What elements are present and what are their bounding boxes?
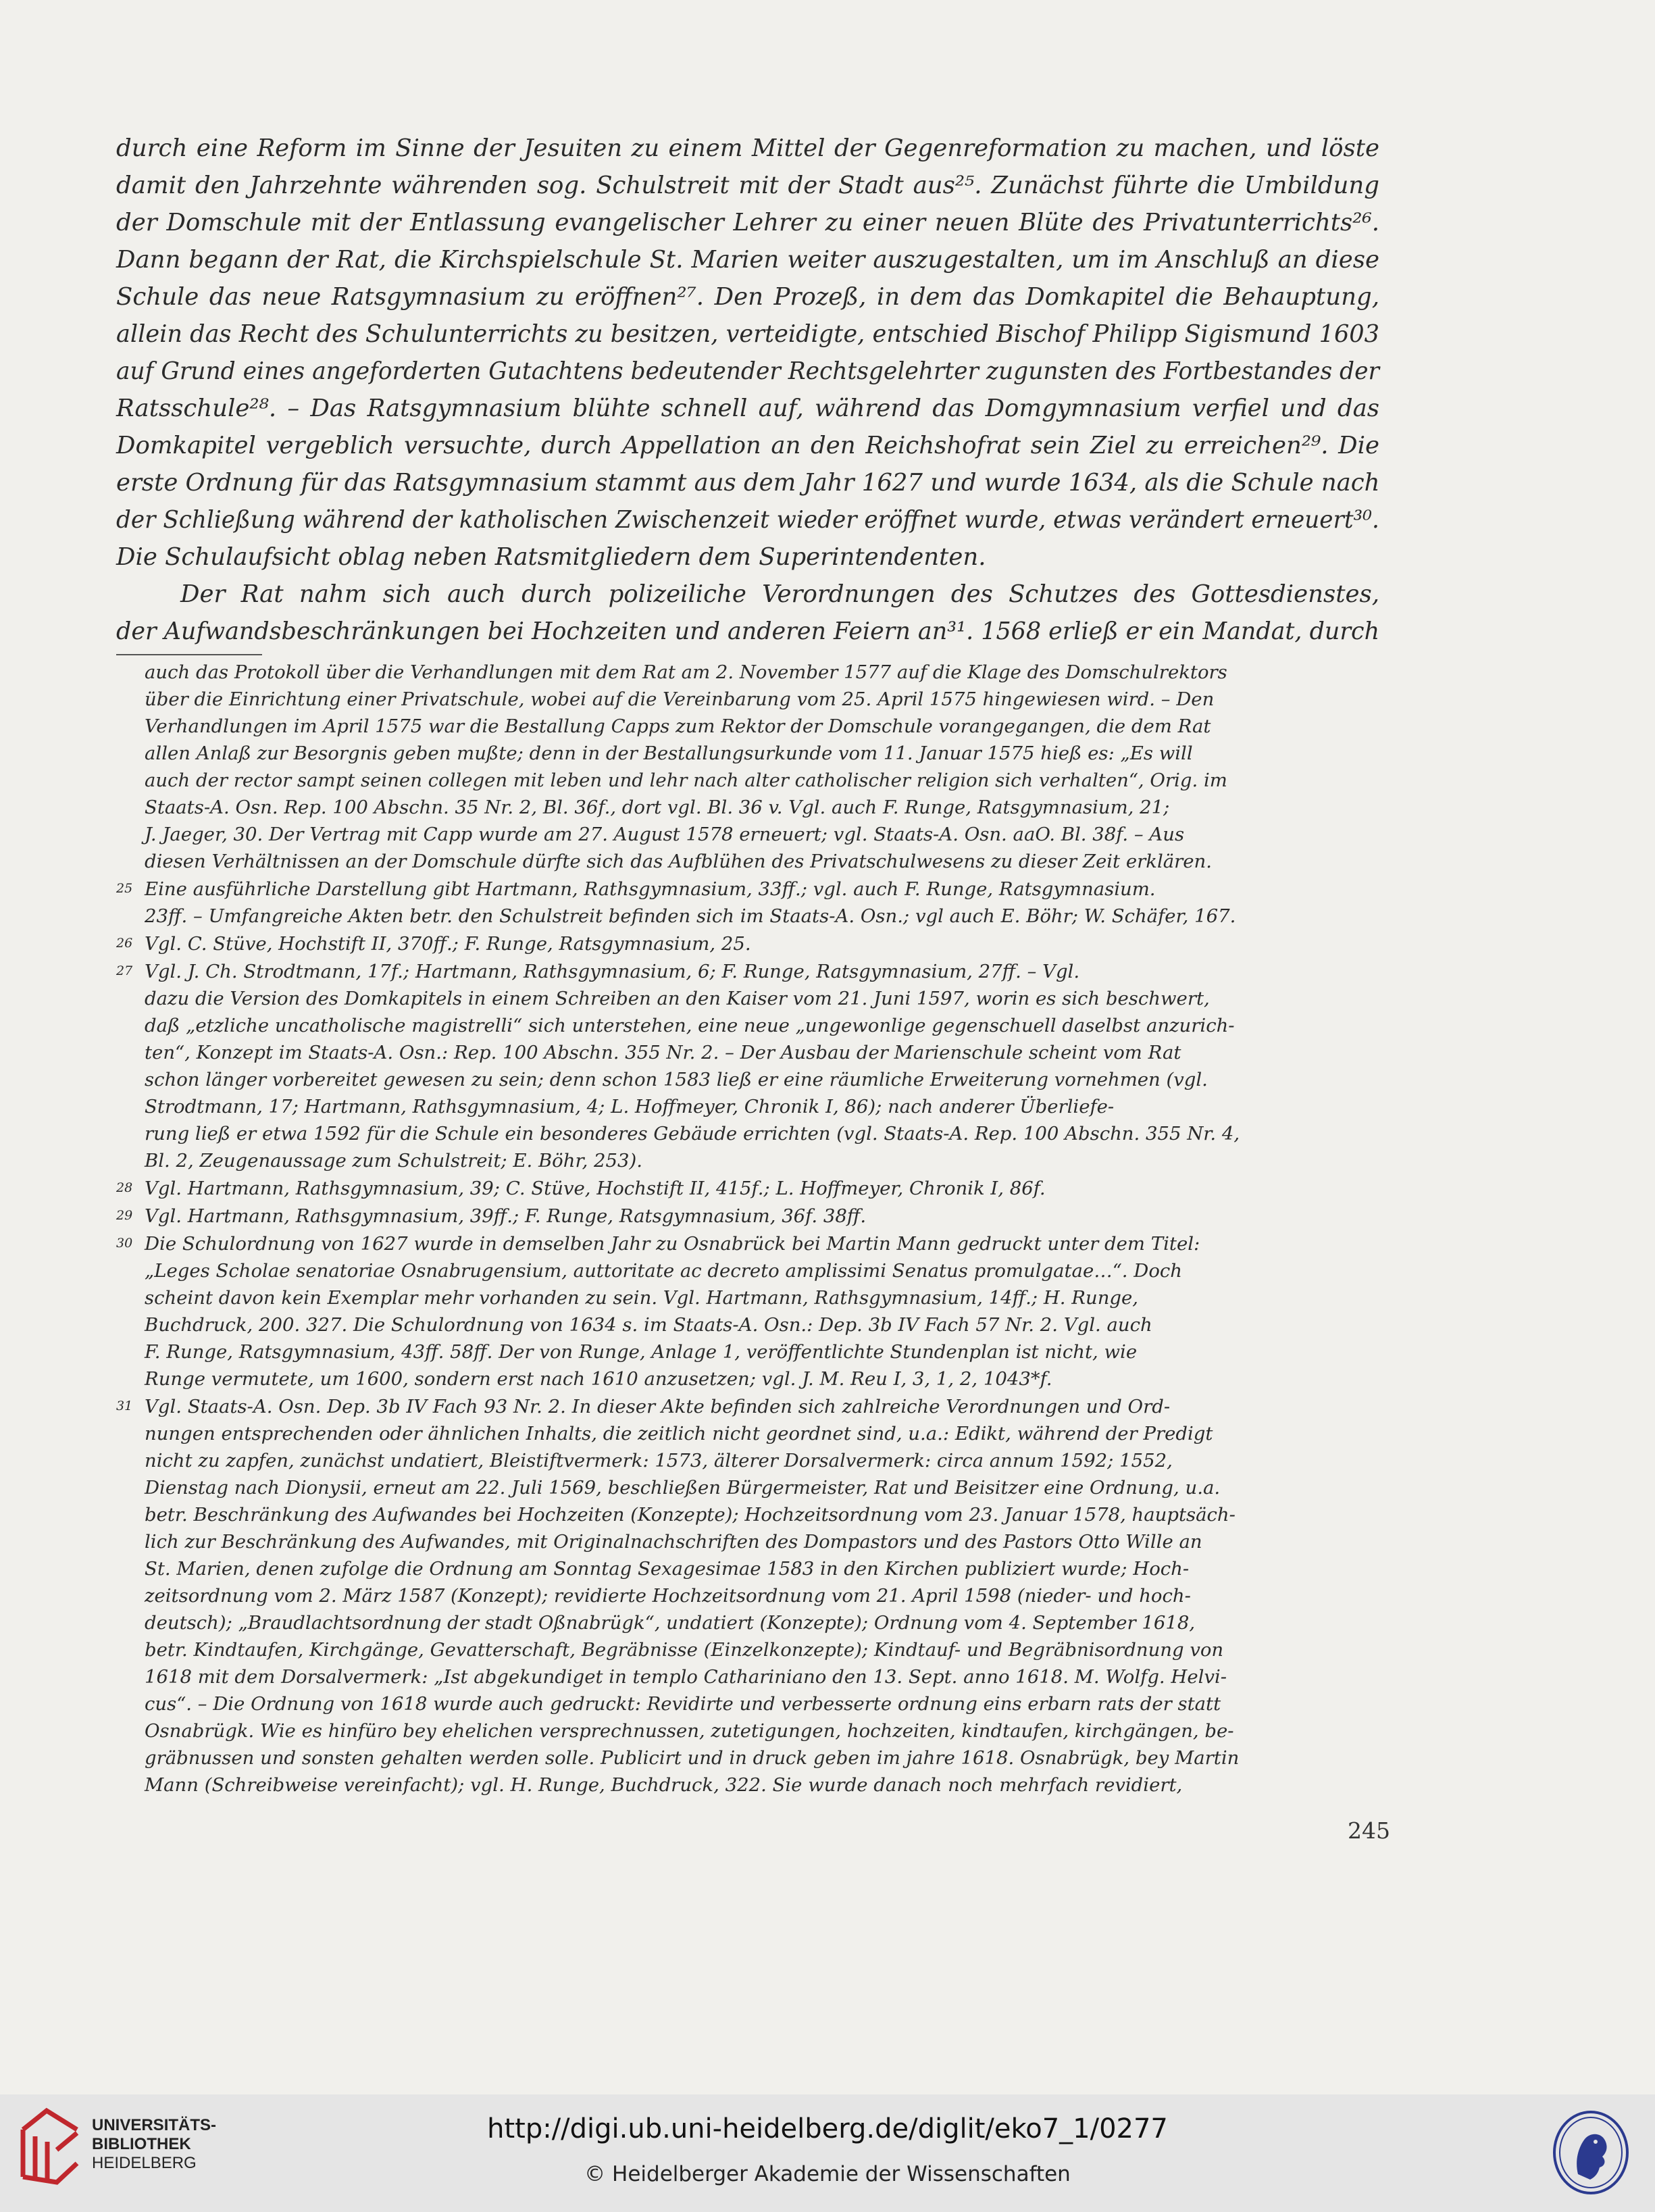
footnote-line bbox=[116, 1420, 1393, 1447]
footnote-line bbox=[116, 903, 1393, 930]
footnote-text: Vgl. Hartmann, Rathsgymnasium, 39; C. Stüve, Hochstift II, 415f.; L. Hoffmeyer, Chronik I, 86f. bbox=[145, 1178, 1046, 1199]
footnote-text: ten“, Konzept im Staats-A. Osn.: Rep. 100 Abschn. 355 Nr. 2. – Der Ausbau der Marienschule scheint vom Rat bbox=[145, 1042, 1181, 1063]
page-number: 245 bbox=[1348, 1817, 1390, 1844]
footnote-line bbox=[116, 686, 1393, 713]
footnote-line bbox=[116, 1120, 1393, 1147]
footnotes bbox=[116, 659, 1393, 1799]
footnote-text: schon länger vorbereitet gewesen zu sein; denn schon 1583 ließ er eine räumliche Erweiterung vornehmen (vgl. bbox=[145, 1069, 1208, 1090]
body-line: der Aufwandsbeschränkungen bei Hochzeiten und anderen Feiern an³¹. 1568 erließ er ein Mandat, durch bbox=[116, 618, 1380, 645]
footnote-text: Mann (Schreibweise vereinfacht); vgl. H. Runge, Buchdruck, 322. Sie wurde danach noch mehrfach revidiert, bbox=[145, 1774, 1183, 1796]
footnote-line bbox=[116, 1447, 1393, 1474]
institution-line: BIBLIOTHEK bbox=[92, 2135, 191, 2153]
footnote-text: scheint davon kein Exemplar mehr vorhanden zu sein. Vgl. Hartmann, Rathsgymnasium, 14ff.; H. Runge, bbox=[145, 1287, 1139, 1309]
footnote-text: Vgl. C. Stüve, Hochstift II, 370ff.; F. Runge, Ratsgymnasium, 25. bbox=[145, 933, 751, 955]
footnote-number: 29 bbox=[116, 1208, 133, 1223]
footnote-number: 30 bbox=[116, 1236, 133, 1251]
footnote-text: Vgl. Hartmann, Rathsgymnasium, 39ff.; F. Runge, Ratsgymnasium, 36f. 38ff. bbox=[145, 1205, 867, 1227]
body-line: damit den Jahrzehnte währenden sog. Schulstreit mit der Stadt aus²⁵. Zunächst führte die Umbildung bbox=[116, 172, 1379, 199]
footnote-line bbox=[116, 985, 1393, 1012]
body-line: erste Ordnung für das Ratsgymnasium stammt aus dem Jahr 1627 und wurde 1634, als die Schule nach bbox=[116, 469, 1380, 497]
footnote-text: nicht zu zapfen, zunächst undatiert, Bleistiftvermerk: 1573, älterer Dorsalvermerk: circa annum 1592; 1552, bbox=[145, 1450, 1173, 1472]
body-line: Schule das neue Ratsgymnasium zu eröffnen²⁷. Den Prozeß, in dem das Domkapitel die Behauptung, bbox=[116, 283, 1379, 311]
footnote-line bbox=[116, 1093, 1393, 1120]
footnote-line bbox=[116, 1555, 1393, 1582]
footnote-text: gräbnussen und sonsten gehalten werden solle. Publicirt und in druck geben im jahre 1618. Osnabrügk, bey Martin bbox=[145, 1747, 1240, 1769]
footnote-text: Staats-A. Osn. Rep. 100 Abschn. 35 Nr. 2, Bl. 36f., dort vgl. Bl. 36 v. Vgl. auch F. Runge, Ratsgymnasium, 21; bbox=[145, 797, 1170, 818]
footnote-line bbox=[116, 1744, 1393, 1771]
body-line: allein das Recht des Schulunterrichts zu besitzen, verteidigte, entschied Bischof Philipp Sigismund 1603 bbox=[116, 320, 1379, 348]
body-text bbox=[116, 130, 1379, 650]
footnote-number: 27 bbox=[116, 963, 133, 978]
institution-line: HEIDELBERG bbox=[92, 2154, 197, 2172]
footnote-text: auch das Protokoll über die Verhandlungen mit dem Rat am 2. November 1577 auf die Klage des Domschulrektors bbox=[145, 661, 1227, 683]
footnote-line bbox=[116, 1528, 1393, 1555]
footnote-line bbox=[116, 794, 1393, 821]
footnote-text: J. Jaeger, 30. Der Vertrag mit Capp wurde am 27. August 1578 erneuert; vgl. Staats-A. Osn. aaO. Bl. 38f. – Aus bbox=[145, 824, 1185, 845]
footnote-text: F. Runge, Ratsgymnasium, 43ff. 58ff. Der von Runge, Anlage 1, veröffentlichte Stundenplan ist nicht, wie bbox=[145, 1341, 1138, 1363]
body-line: Der Rat nahm sich auch durch polizeiliche Verordnungen des Schutzes des Gottesdienstes, bbox=[180, 580, 1379, 608]
body-line: Ratsschule²⁸. – Das Ratsgymnasium blühte schnell auf, während das Domgymnasium verfiel und das bbox=[116, 395, 1379, 422]
footnote-text: lich zur Beschränkung des Aufwandes, mit Originalnachschriften des Dompastors und des Pastors Otto Wille an bbox=[145, 1531, 1202, 1553]
footnote-line bbox=[116, 1771, 1393, 1799]
footnote-text: Die Schulordnung von 1627 wurde in demselben Jahr zu Osnabrück bei Martin Mann gedruckt unter dem Titel: bbox=[145, 1233, 1200, 1255]
footnote-line bbox=[116, 1690, 1393, 1717]
footnote-line bbox=[116, 1039, 1393, 1066]
footnote-line bbox=[116, 821, 1393, 848]
footnote-text: „Leges Scholae senatoriae Osnabrugensium, auttoritate ac decreto amplissimi Senatus promulgatae…“. Doch bbox=[145, 1260, 1182, 1282]
footnote-line bbox=[116, 713, 1393, 740]
permalink-url[interactable]: http://digi.ub.uni-heidelberg.de/diglit/eko7_1/0277 bbox=[487, 2113, 1168, 2144]
footnote-line bbox=[116, 767, 1393, 794]
footnote-text: 1618 mit dem Dorsalvermerk: „Ist abgekundiget in templo Cathariniano den 13. Sept. anno 1618. M. Wolfg. Helvi- bbox=[145, 1666, 1227, 1688]
footnote-line bbox=[116, 1392, 1393, 1420]
footnote-line bbox=[116, 1284, 1393, 1311]
footnote-text: Verhandlungen im April 1575 war die Bestallung Capps zum Rektor der Domschule vorangegangen, die dem Rat bbox=[145, 715, 1211, 737]
footnote-line bbox=[116, 1338, 1393, 1365]
body-line: durch eine Reform im Sinne der Jesuiten zu einem Mittel der Gegenreformation zu machen, und löste bbox=[116, 134, 1379, 162]
body-line: der Schließung während der katholischen Zwischenzeit wieder eröffnet wurde, etwas verändert erneuert³⁰. bbox=[116, 506, 1379, 534]
footnote-number: 28 bbox=[116, 1180, 133, 1195]
footnote-text: Eine ausführliche Darstellung gibt Hartmann, Rathsgymnasium, 33ff.; vgl. auch F. Runge, Ratsgymnasium. bbox=[145, 878, 1156, 900]
footnote-line bbox=[116, 875, 1393, 903]
footnote-text: deutsch); „Braudlachtsordnung der stadt Oßnabrügk“, undatiert (Konzepte); Ordnung vom 4. September 1618, bbox=[145, 1612, 1196, 1634]
footnote-text: dazu die Version des Domkapitels in einem Schreiben an den Kaiser vom 21. Juni 1597, worin es sich beschwert, bbox=[145, 988, 1210, 1009]
footnote-line bbox=[116, 1663, 1393, 1690]
footnote-text: nungen entsprechenden oder ähnlichen Inhalts, die zeitlich nicht geordnet sind, u.a.: Edikt, während der Predigt bbox=[145, 1423, 1213, 1444]
footnote-text: daß „etzliche uncatholische magistrelli“ sich unterstehen, eine neue „ungewonlige gegenschuell daselbst anzurich- bbox=[145, 1015, 1235, 1036]
footnote-line bbox=[116, 1174, 1393, 1202]
footnote-text: allen Anlaß zur Besorgnis geben mußte; denn in der Bestallungsurkunde vom 11. Januar 1575 hieß es: „Es will bbox=[145, 743, 1193, 764]
footnote-line bbox=[116, 1257, 1393, 1284]
footnote-line bbox=[116, 1012, 1393, 1039]
footnote-text: Osnabrügk. Wie es hinfüro bey ehelichen versprechnussen, zutetigungen, hochzeiten, kindtaufen, kirchgängen, be- bbox=[145, 1720, 1234, 1742]
footnote-text: Dienstag nach Dionysii, erneut am 22. Juli 1569, beschließen Bürgermeister, Rat und Beisitzer eine Ordnung, u.a. bbox=[145, 1477, 1221, 1499]
body-line: der Domschule mit der Entlassung evangelischer Lehrer zu einer neuen Blüte des Privatunterrichts²⁶. bbox=[116, 209, 1379, 236]
footnote-line bbox=[116, 1066, 1393, 1093]
footnote-line bbox=[116, 1474, 1393, 1501]
copyright-notice: © Heidelberger Akademie der Wissenschaften bbox=[584, 2162, 1071, 2186]
footnote-text: rung ließ er etwa 1592 für die Schule ein besonderes Gebäude errichten (vgl. Staats-A. Rep. 100 Abschn. 355 Nr. 4, bbox=[145, 1123, 1240, 1145]
footnote-text: betr. Beschränkung des Aufwandes bei Hochzeiten (Konzepte); Hochzeitsordnung vom 23. Januar 1578, hauptsäch- bbox=[145, 1504, 1236, 1526]
footnote-text: Runge vermutete, um 1600, sondern erst nach 1610 anzusetzen; vgl. J. M. Reu I, 3, 1, 2, 1043*f. bbox=[145, 1368, 1052, 1390]
body-line: auf Grund eines angeforderten Gutachtens bedeutender Rechtsgelehrter zugunsten des Fortbestandes der bbox=[116, 357, 1379, 385]
footnote-line bbox=[116, 1717, 1393, 1744]
body-line: Dann begann der Rat, die Kirchspielschule St. Marien weiter auszugestalten, um im Anschluß an diese bbox=[116, 246, 1379, 274]
footnote-line bbox=[116, 659, 1393, 686]
footnote-line bbox=[116, 957, 1393, 985]
footnote-line bbox=[116, 1230, 1393, 1257]
footnote-line bbox=[116, 740, 1393, 767]
footnote-line bbox=[116, 1365, 1393, 1392]
footnote-text: Vgl. J. Ch. Strodtmann, 17f.; Hartmann, Rathsgymnasium, 6; F. Runge, Ratsgymnasium, 27ff. – Vgl. bbox=[145, 961, 1080, 982]
footnote-line bbox=[116, 848, 1393, 875]
body-line: Die Schulaufsicht oblag neben Ratsmitgliedern dem Superintendenten. bbox=[116, 543, 986, 571]
footnote-line bbox=[116, 1636, 1393, 1663]
footnote-line bbox=[116, 1202, 1393, 1230]
footnote-text: über die Einrichtung einer Privatschule, wobei auf die Vereinbarung vom 25. April 1575 hingewiesen wird. – Den bbox=[145, 688, 1215, 710]
footnote-text: diesen Verhältnissen an der Domschule dürfte sich das Aufblühen des Privatschulwesens zu dieser Zeit erklären. bbox=[145, 851, 1213, 872]
body-line: Domkapitel vergeblich versuchte, durch Appellation an den Reichshofrat sein Ziel zu erreichen²⁹. Die bbox=[116, 432, 1379, 459]
footnote-divider bbox=[116, 654, 262, 655]
footnote-text: Strodtmann, 17; Hartmann, Rathsgymnasium, 4; L. Hoffmeyer, Chronik I, 86); nach anderer Überliefe- bbox=[145, 1096, 1115, 1117]
footnote-text: 23ff. – Umfangreiche Akten betr. den Schulstreit befinden sich im Staats-A. Osn.; vgl auch E. Böhr; W. Schäfer, 167. bbox=[145, 905, 1236, 927]
footnote-line bbox=[116, 1311, 1393, 1338]
viewer-footer bbox=[0, 2094, 1655, 2212]
footnote-text: Vgl. Staats-A. Osn. Dep. 3b IV Fach 93 Nr. 2. In dieser Akte befinden sich zahlreiche Verordnungen und Ord- bbox=[145, 1396, 1171, 1417]
footnote-text: betr. Kindtaufen, Kirchgänge, Gevatterschaft, Begräbnisse (Einzelkonzepte); Kindtauf- und Begräbnisordnung von bbox=[145, 1639, 1224, 1661]
footnote-line bbox=[116, 1147, 1393, 1174]
footnote-text: auch der rector sampt seinen collegen mit leben und lehr nach alter catholischer religion sich verhalten“, Orig. im bbox=[145, 770, 1227, 791]
footnote-line bbox=[116, 1501, 1393, 1528]
footnote-text: Bl. 2, Zeugenaussage zum Schulstreit; E. Böhr, 253). bbox=[145, 1150, 643, 1172]
footnote-line bbox=[116, 1609, 1393, 1636]
footnote-text: cus“. – Die Ordnung von 1618 wurde auch gedruckt: Revidirte und verbesserte ordnung eins erbarn rats der statt bbox=[145, 1693, 1221, 1715]
footnote-number: 25 bbox=[116, 881, 133, 896]
footnote-text: zeitsordnung vom 2. März 1587 (Konzept); revidierte Hochzeitsordnung vom 21. April 1598 (nieder- und hoch- bbox=[145, 1585, 1191, 1607]
footnote-line bbox=[116, 1582, 1393, 1609]
footnote-number: 26 bbox=[116, 936, 133, 951]
academy-seal-icon[interactable] bbox=[1551, 2109, 1631, 2196]
institution-line: UNIVERSITÄTS- bbox=[92, 2116, 217, 2134]
footnote-number: 31 bbox=[116, 1399, 133, 1413]
footnote-text: St. Marien, denen zufolge die Ordnung am Sonntag Sexagesimae 1583 in den Kirchen publiziert wurde; Hoch- bbox=[145, 1558, 1190, 1580]
footnote-line bbox=[116, 930, 1393, 957]
footnote-text: Buchdruck, 200. 327. Die Schulordnung von 1634 s. im Staats-A. Osn.: Dep. 3b IV Fach 57 Nr. 2. Vgl. auch bbox=[145, 1314, 1152, 1336]
